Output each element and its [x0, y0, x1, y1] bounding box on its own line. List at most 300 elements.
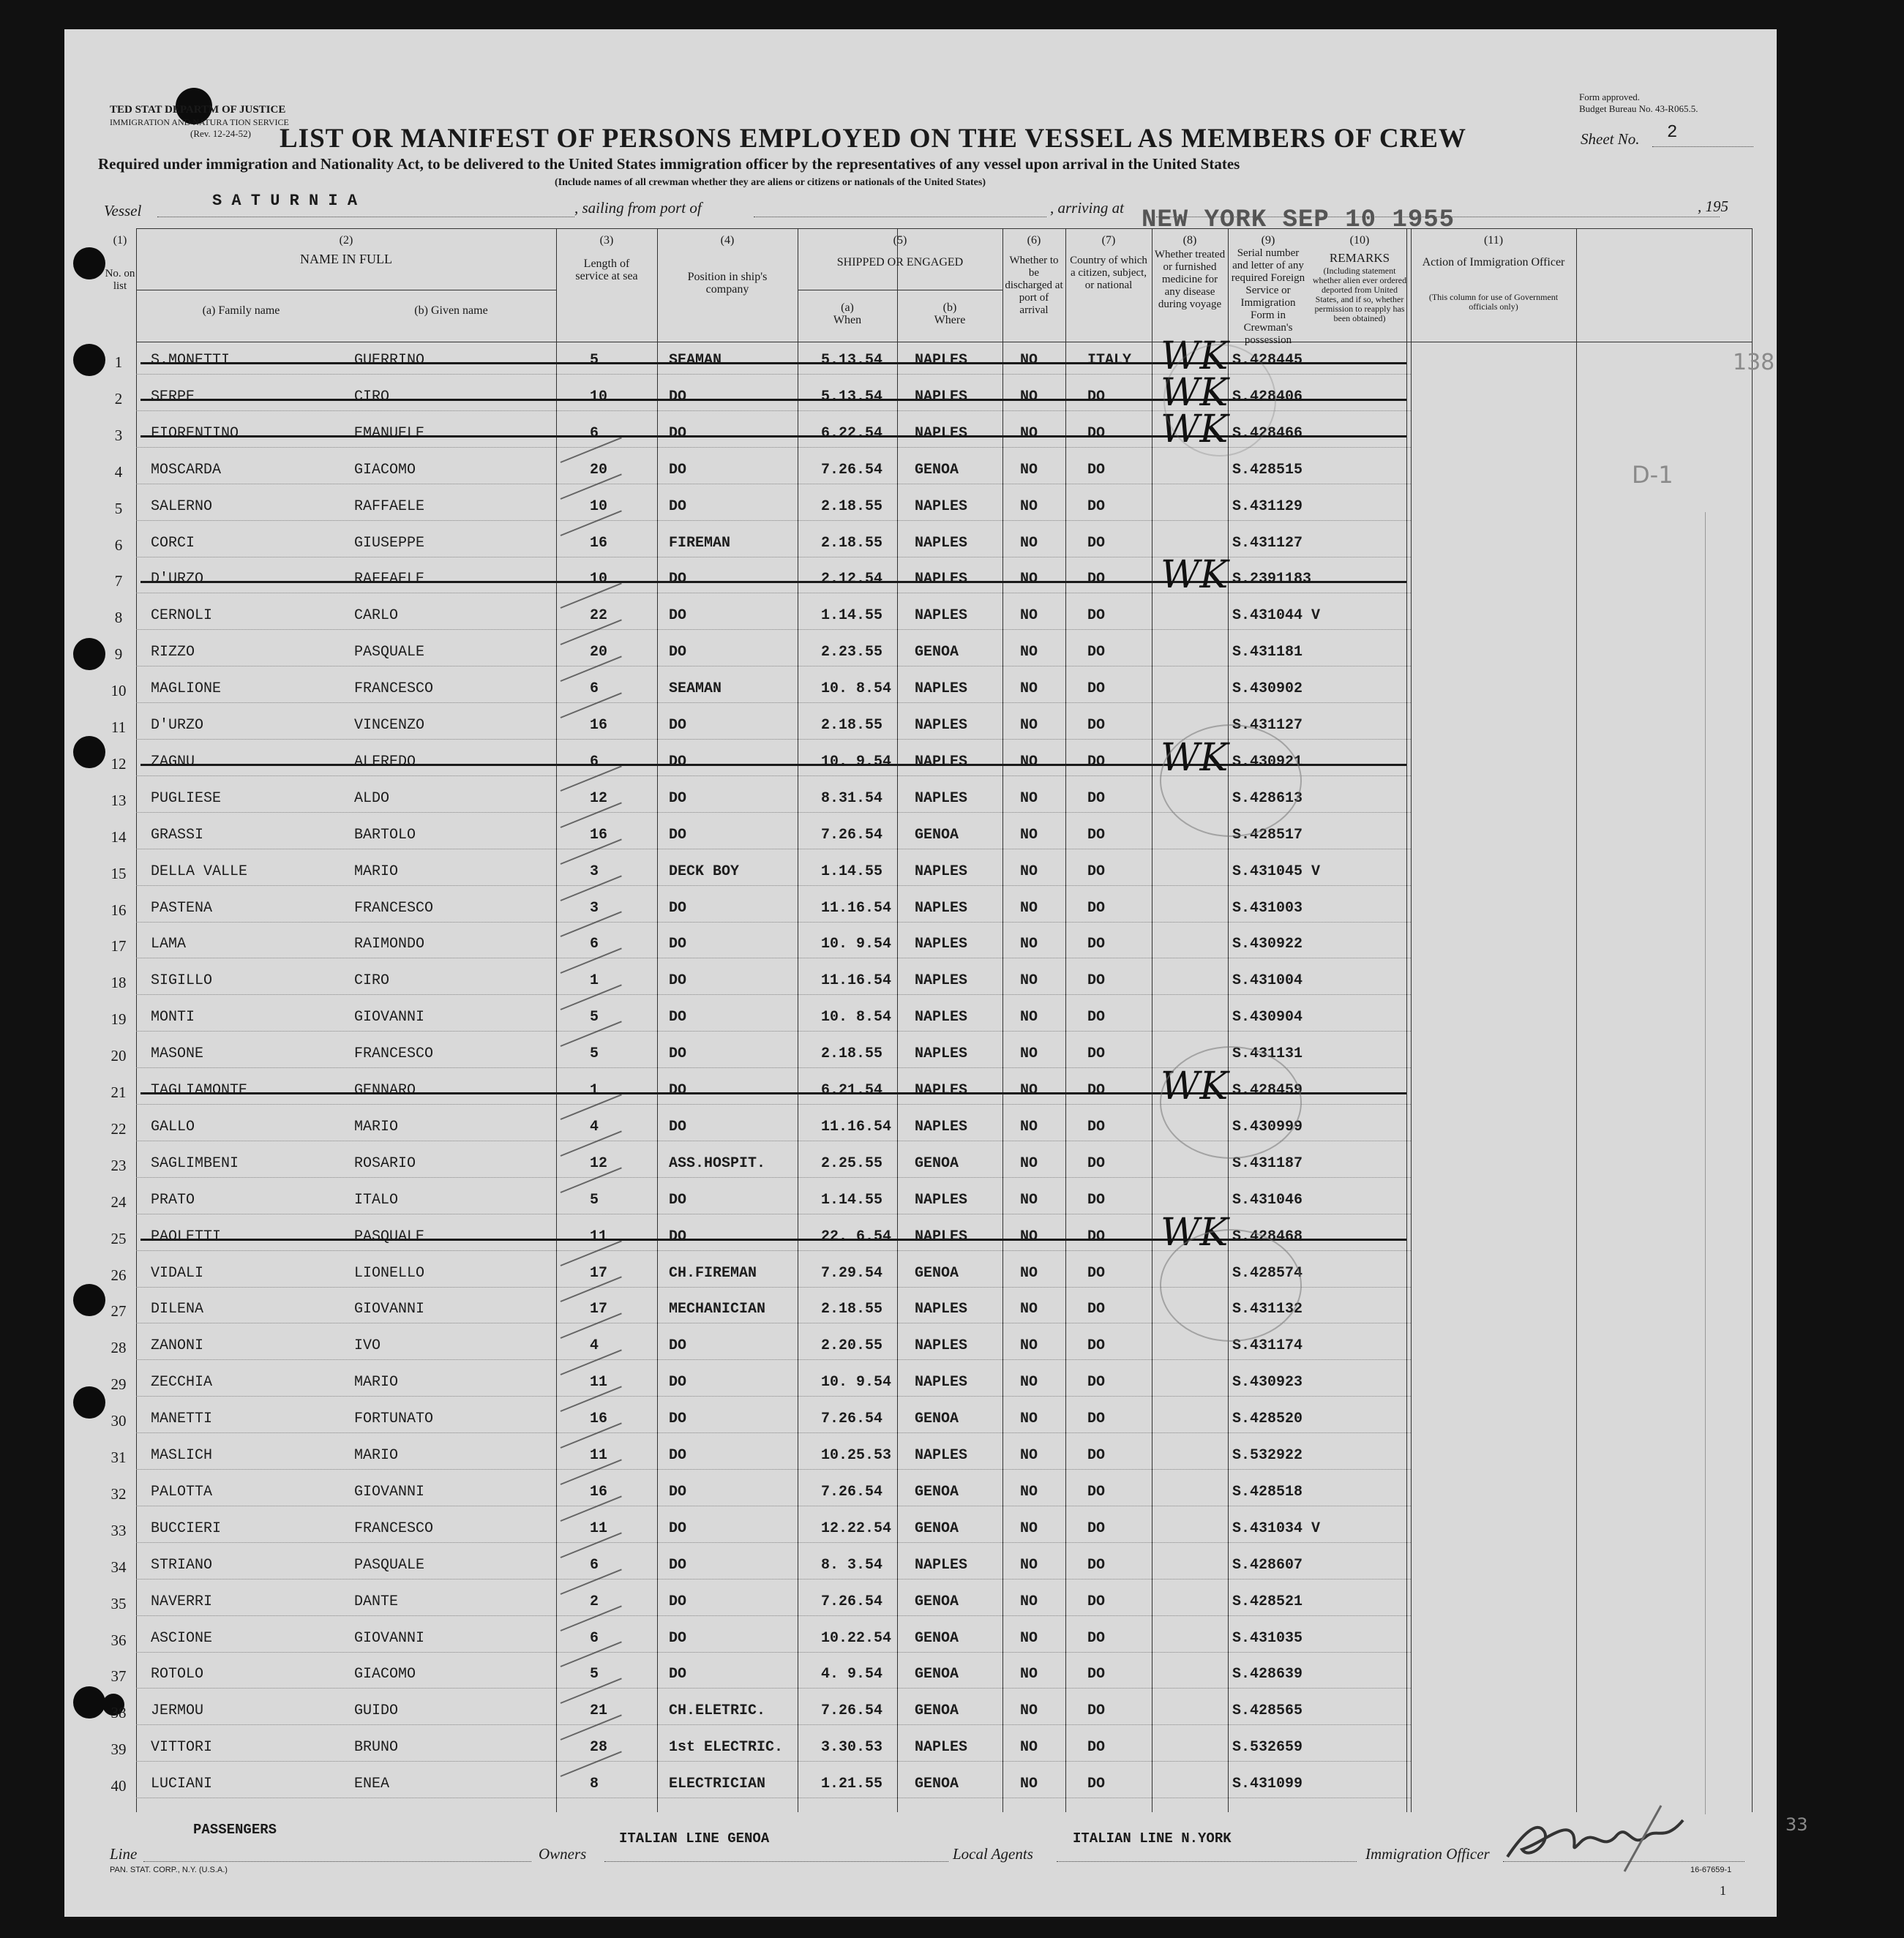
row-number: 10: [110, 682, 127, 700]
cell-position: DO: [669, 899, 687, 917]
cell-position: SEAMAN: [669, 352, 722, 369]
cell-when: 2.25.55: [821, 1154, 883, 1172]
cell-given: GIACOMO: [354, 1666, 416, 1683]
cell-service: 11: [590, 1520, 608, 1537]
cell-service: 16: [590, 826, 608, 844]
row-number: 18: [110, 974, 127, 992]
immigration-seal-stamp: [1160, 724, 1302, 837]
cell-where: GENOA: [915, 644, 959, 661]
cell-position: DO: [669, 424, 687, 442]
cell-form: S.431035: [1232, 1629, 1303, 1647]
cell-when: 2.18.55: [821, 497, 883, 515]
col8-num: (8): [1182, 234, 1197, 247]
cell-form: S.2391183: [1232, 571, 1312, 588]
wk-initials: WK: [1161, 407, 1229, 451]
cell-position: DO: [669, 1411, 687, 1428]
cell-position: DO: [669, 1666, 687, 1683]
cell-where: NAPLES: [915, 1374, 968, 1391]
cell-country: DO: [1087, 1666, 1106, 1683]
cell-when: 2.18.55: [821, 1045, 883, 1063]
row-number: 21: [110, 1083, 127, 1101]
budget-bureau: Budget Bureau No. 43-R065.5.: [1579, 103, 1698, 114]
cell-given: GIOVANNI: [354, 1629, 425, 1647]
cell-service: 5: [590, 1009, 599, 1026]
footer-agents-label: Local Agents: [953, 1845, 1033, 1863]
cell-when: 1.14.55: [821, 607, 883, 625]
cell-family: MANETTI: [151, 1411, 213, 1428]
row-number: 5: [114, 499, 123, 517]
cell-discharged: NO: [1020, 352, 1038, 369]
cell-discharged: NO: [1020, 1154, 1038, 1172]
cell-service: 3: [590, 863, 599, 880]
cell-position: DO: [669, 1009, 687, 1026]
row-number: 27: [110, 1302, 127, 1321]
cell-discharged: NO: [1020, 753, 1038, 770]
cell-country: DO: [1087, 1118, 1106, 1135]
cell-position: DO: [669, 1374, 687, 1391]
cell-discharged: NO: [1020, 644, 1038, 661]
cell-country: DO: [1087, 571, 1106, 588]
cell-form: S.431127: [1232, 717, 1303, 734]
cell-form: S.428521: [1232, 1593, 1303, 1610]
cell-discharged: NO: [1020, 936, 1038, 953]
cell-position: SEAMAN: [669, 680, 722, 698]
cell-form: S.431044 V: [1232, 607, 1321, 625]
row-number: 35: [110, 1594, 127, 1612]
row-number: 36: [110, 1631, 127, 1649]
cell-discharged: NO: [1020, 1411, 1038, 1428]
cell-where: NAPLES: [915, 497, 968, 515]
row-number: 33: [110, 1521, 127, 1539]
cell-position: DO: [669, 461, 687, 478]
cell-given: GIACOMO: [354, 461, 416, 478]
cell-country: DO: [1087, 607, 1106, 625]
cell-service: 22: [590, 607, 608, 625]
cell-form: S.430922: [1232, 936, 1303, 953]
cell-form: S.431174: [1232, 1337, 1303, 1355]
col5b-header: (b) Where: [934, 301, 966, 326]
cell-when: 7.26.54: [821, 461, 883, 478]
form-code: 16-67659-1: [1690, 1866, 1732, 1874]
cell-when: 5.13.54: [821, 352, 883, 369]
cell-form: S.431003: [1232, 899, 1303, 917]
row-number: 3: [114, 426, 123, 444]
col7-num: (7): [1101, 234, 1116, 247]
cell-given: FRANCESCO: [354, 1045, 434, 1063]
col3-header: Length of service at sea: [575, 258, 638, 282]
cell-position: DECK BOY: [669, 863, 740, 880]
cell-when: 10. 9.54: [821, 1374, 892, 1391]
cell-country: DO: [1087, 1520, 1106, 1537]
cell-form: S.428520: [1232, 1411, 1303, 1428]
cell-form: S.430999: [1232, 1118, 1303, 1135]
cell-where: NAPLES: [915, 972, 968, 990]
cell-position: DO: [669, 1520, 687, 1537]
cell-service: 5: [590, 1045, 599, 1063]
cell-family: JERMOU: [151, 1702, 204, 1720]
col10-sub: (Including statement whether alien ever ordered deported from United States, and if so, whether permission to reapply has been obtained): [1312, 266, 1407, 323]
cell-country: DO: [1087, 1447, 1106, 1464]
col10-header: REMARKS: [1329, 251, 1390, 265]
cell-position: MECHANICIAN: [669, 1301, 766, 1318]
row-number: 38: [110, 1704, 127, 1722]
row-number: 40: [110, 1777, 127, 1795]
row-number: 11: [110, 718, 127, 736]
row-number: 9: [114, 645, 123, 664]
cell-where: GENOA: [915, 1629, 959, 1647]
cell-service: 17: [590, 1301, 608, 1318]
arriving-label: , arriving at: [1050, 199, 1124, 217]
col9-num: (9): [1261, 234, 1275, 247]
cell-family: RIZZO: [151, 644, 195, 661]
cell-family: ASCIONE: [151, 1629, 213, 1647]
cell-where: GENOA: [915, 1776, 959, 1793]
cell-family: D'URZO: [151, 571, 204, 588]
cell-position: 1st ELECTRIC.: [669, 1739, 784, 1757]
cell-when: 2.18.55: [821, 717, 883, 734]
cell-where: NAPLES: [915, 607, 968, 625]
row-number: 7: [114, 572, 123, 590]
cell-where: NAPLES: [915, 352, 968, 369]
row-rule: [136, 1761, 1411, 1762]
cell-position: DO: [669, 1082, 687, 1099]
cell-service: 1: [590, 972, 599, 990]
col8-header: Whether treated or furnished medicine for any disease during voyage: [1154, 249, 1226, 310]
cell-discharged: NO: [1020, 497, 1038, 515]
col11-num: (11): [1483, 234, 1504, 247]
cell-where: GENOA: [915, 1666, 959, 1683]
cell-service: 6: [590, 753, 599, 770]
cell-family: PALOTTA: [151, 1483, 213, 1501]
row-number: 29: [110, 1375, 127, 1394]
cell-country: DO: [1087, 1702, 1106, 1720]
row-rule: [136, 1359, 1411, 1360]
cell-country: DO: [1087, 1593, 1106, 1610]
row-rule: [136, 1688, 1411, 1689]
cell-when: 8. 3.54: [821, 1556, 883, 1574]
cell-given: PASQUALE: [354, 644, 425, 661]
cell-when: 8.31.54: [821, 789, 883, 807]
department-line: TED STAT DEPARTM OF JUSTICE: [110, 104, 286, 116]
cell-given: GIUSEPPE: [354, 534, 425, 552]
cell-position: ASS.HOSPIT.: [669, 1154, 766, 1172]
cell-position: DO: [669, 936, 687, 953]
cell-form: S.431187: [1232, 1154, 1303, 1172]
cell-country: DO: [1087, 1776, 1106, 1793]
col11-header: Action of Immigration Officer: [1422, 256, 1565, 268]
cell-when: 2.18.55: [821, 1301, 883, 1318]
col3-num: (3): [599, 234, 614, 247]
cell-service: 16: [590, 1411, 608, 1428]
cell-where: NAPLES: [915, 1118, 968, 1135]
cell-discharged: NO: [1020, 571, 1038, 588]
row-rule: [136, 1432, 1411, 1433]
cell-country: DO: [1087, 1009, 1106, 1026]
cell-given: BARTOLO: [354, 826, 416, 844]
cell-where: NAPLES: [915, 1337, 968, 1355]
cell-family: MOSCARDA: [151, 461, 222, 478]
punch-hole: [73, 736, 105, 768]
cell-position: DO: [669, 717, 687, 734]
cell-family: ZANONI: [151, 1337, 204, 1355]
cell-where: GENOA: [915, 826, 959, 844]
cell-given: RAIMONDO: [354, 936, 425, 953]
cell-form: S.428468: [1232, 1228, 1303, 1245]
row-rule: [136, 1724, 1411, 1725]
cell-when: 4. 9.54: [821, 1666, 883, 1683]
cell-where: NAPLES: [915, 680, 968, 698]
cell-where: NAPLES: [915, 534, 968, 552]
wk-initials: WK: [1161, 334, 1229, 378]
immigration-seal-stamp: [1160, 1229, 1302, 1342]
row-number: 12: [110, 754, 127, 773]
cell-given: FRANCESCO: [354, 1520, 434, 1537]
cell-family: MONTI: [151, 1009, 195, 1026]
cell-discharged: NO: [1020, 607, 1038, 625]
row-number: 32: [110, 1484, 127, 1503]
cell-country: DO: [1087, 1483, 1106, 1501]
cell-position: DO: [669, 1191, 687, 1209]
cell-given: FRANCESCO: [354, 899, 434, 917]
cell-position: DO: [669, 497, 687, 515]
cell-when: 5.13.54: [821, 388, 883, 405]
cell-discharged: NO: [1020, 1191, 1038, 1209]
row-rule: [136, 885, 1411, 886]
cell-given: PASQUALE: [354, 1556, 425, 1574]
cell-country: DO: [1087, 1556, 1106, 1574]
cell-position: DO: [669, 1593, 687, 1610]
cell-family: TAGLIAMONTE: [151, 1082, 248, 1099]
cell-given: GENNARO: [354, 1082, 416, 1099]
cell-discharged: NO: [1020, 680, 1038, 698]
row-number: 15: [110, 864, 127, 882]
cell-where: NAPLES: [915, 424, 968, 442]
cell-position: DO: [669, 1483, 687, 1501]
cell-when: 7.26.54: [821, 826, 883, 844]
cell-form: S.428515: [1232, 461, 1303, 478]
cell-service: 16: [590, 1483, 608, 1501]
row-rule: [136, 1652, 1411, 1653]
arrival-date-stamp: NEW YORK SEP 10 1955: [1142, 206, 1455, 234]
cell-when: 2.18.55: [821, 534, 883, 552]
cell-form: S.431181: [1232, 644, 1303, 661]
cell-given: GUIDO: [354, 1702, 399, 1720]
cell-service: 11: [590, 1228, 608, 1245]
cell-country: DO: [1087, 826, 1106, 844]
cell-form: S.532659: [1232, 1739, 1303, 1757]
cell-country: DO: [1087, 1739, 1106, 1757]
cell-position: CH.FIREMAN: [669, 1264, 757, 1282]
cell-where: GENOA: [915, 1702, 959, 1720]
cell-discharged: NO: [1020, 826, 1038, 844]
col5-header: SHIPPED OR ENGAGED: [836, 256, 964, 268]
row-rule: [136, 1177, 1411, 1178]
col2a-header: (a) Family name: [202, 304, 280, 317]
cell-given: MARIO: [354, 863, 399, 880]
cell-service: 21: [590, 1702, 608, 1720]
cell-service: 6: [590, 936, 599, 953]
cell-discharged: NO: [1020, 1776, 1038, 1793]
cell-given: MARIO: [354, 1374, 399, 1391]
cell-family: SALERNO: [151, 497, 213, 515]
cell-when: 7.29.54: [821, 1264, 883, 1282]
cell-family: ROTOLO: [151, 1666, 204, 1683]
cell-service: 11: [590, 1447, 608, 1464]
cell-when: 6.22.54: [821, 424, 883, 442]
cell-position: DO: [669, 571, 687, 588]
cell-form: S.431045 V: [1232, 863, 1321, 880]
cell-position: ELECTRICIAN: [669, 1776, 766, 1793]
row-rule: [136, 1469, 1411, 1470]
cell-country: DO: [1087, 1629, 1106, 1647]
cell-discharged: NO: [1020, 1447, 1038, 1464]
cell-country: DO: [1087, 1411, 1106, 1428]
col5a-header: (a) When: [833, 301, 862, 326]
col10-num: (10): [1349, 234, 1370, 247]
cell-service: 1: [590, 1082, 599, 1099]
cell-family: ZAGNU: [151, 753, 195, 770]
cell-where: NAPLES: [915, 1082, 968, 1099]
row-rule: [136, 922, 1411, 923]
cell-position: DO: [669, 753, 687, 770]
cell-given: ROSARIO: [354, 1154, 416, 1172]
cell-service: 12: [590, 789, 608, 807]
col11-sub: (This column for use of Government officials only): [1428, 292, 1559, 312]
cell-discharged: NO: [1020, 789, 1038, 807]
cell-when: 2.20.55: [821, 1337, 883, 1355]
col4-num: (4): [720, 234, 735, 247]
cell-where: NAPLES: [915, 936, 968, 953]
cell-country: DO: [1087, 680, 1106, 698]
cell-where: NAPLES: [915, 717, 968, 734]
cell-family: CORCI: [151, 534, 195, 552]
vessel-name: S A T U R N I A: [212, 192, 358, 210]
cell-given: DANTE: [354, 1593, 399, 1610]
cell-position: DO: [669, 1045, 687, 1063]
cell-when: 11.16.54: [821, 1118, 892, 1135]
cell-country: DO: [1087, 972, 1106, 990]
cell-given: IVO: [354, 1337, 381, 1355]
cell-when: 7.26.54: [821, 1483, 883, 1501]
cell-service: 10: [590, 571, 608, 588]
cell-when: 2.12.54: [821, 571, 883, 588]
cell-family: S.MONETTI: [151, 352, 230, 369]
cell-country: DO: [1087, 1374, 1106, 1391]
cell-given: FORTUNATO: [354, 1411, 434, 1428]
cell-given: GIOVANNI: [354, 1009, 425, 1026]
cell-given: VINCENZO: [354, 717, 425, 734]
cell-service: 6: [590, 1556, 599, 1574]
cell-when: 10. 9.54: [821, 753, 892, 770]
row-number: 19: [110, 1010, 127, 1029]
cell-position: DO: [669, 1629, 687, 1647]
cell-given: MARIO: [354, 1447, 399, 1464]
cell-where: NAPLES: [915, 1191, 968, 1209]
cell-where: NAPLES: [915, 1045, 968, 1063]
margin-note-138: 138: [1733, 350, 1775, 375]
cell-position: DO: [669, 1556, 687, 1574]
cell-family: BUCCIERI: [151, 1520, 222, 1537]
cell-family: LUCIANI: [151, 1776, 213, 1793]
cell-form: S.428613: [1232, 789, 1303, 807]
cell-given: ALDO: [354, 789, 390, 807]
cell-where: GENOA: [915, 1483, 959, 1501]
cell-family: FIORENTINO: [151, 424, 239, 442]
cell-family: PRATO: [151, 1191, 195, 1209]
margin-note-d1: D-1: [1632, 461, 1674, 489]
cell-service: 17: [590, 1264, 608, 1282]
cell-country: DO: [1087, 1082, 1106, 1099]
include-note: (Include names of all crewman whether they are aliens or citizens or nationals of the United States): [555, 177, 986, 188]
row-rule: [136, 520, 1411, 521]
cell-form: S.428639: [1232, 1666, 1303, 1683]
cell-when: 10. 8.54: [821, 1009, 892, 1026]
cell-country: DO: [1087, 388, 1106, 405]
cell-position: DO: [669, 1337, 687, 1355]
punch-hole: [73, 1386, 105, 1419]
cell-where: GENOA: [915, 461, 959, 478]
cell-where: NAPLES: [915, 571, 968, 588]
cell-form: S.430902: [1232, 680, 1303, 698]
cell-family: SAGLIMBENI: [151, 1154, 239, 1172]
cell-country: DO: [1087, 461, 1106, 478]
cell-family: GRASSI: [151, 826, 204, 844]
cell-discharged: NO: [1020, 863, 1038, 880]
cell-where: GENOA: [915, 1593, 959, 1610]
cell-when: 11.16.54: [821, 972, 892, 990]
cell-family: ZECCHIA: [151, 1374, 213, 1391]
crew-table: [105, 228, 1752, 1812]
cell-position: DO: [669, 1118, 687, 1135]
cell-service: 16: [590, 534, 608, 552]
immigration-seal-stamp: [1160, 1046, 1302, 1159]
row-number: 26: [110, 1266, 127, 1284]
cell-country: DO: [1087, 497, 1106, 515]
page-mark: 1: [1720, 1883, 1726, 1898]
pencil-line: [1705, 512, 1706, 1814]
col4-header: Position in ship's company: [687, 271, 768, 296]
row-number: 24: [110, 1193, 127, 1211]
punch-hole: [73, 1686, 105, 1719]
cell-form: S.431034 V: [1232, 1520, 1321, 1537]
form-revision: (Rev. 12-24-52): [190, 128, 251, 139]
cell-family: MAGLIONE: [151, 680, 222, 698]
cell-country: DO: [1087, 753, 1106, 770]
cell-when: 22. 6.54: [821, 1228, 892, 1245]
col6-num: (6): [1027, 234, 1041, 247]
cell-country: DO: [1087, 717, 1106, 734]
cell-discharged: NO: [1020, 1082, 1038, 1099]
cell-where: NAPLES: [915, 1447, 968, 1464]
cell-discharged: NO: [1020, 1009, 1038, 1026]
cell-form: S.430923: [1232, 1374, 1303, 1391]
cell-discharged: NO: [1020, 1520, 1038, 1537]
row-rule: [136, 1615, 1411, 1616]
wk-initials: WK: [1161, 1210, 1229, 1255]
cell-form: S.428607: [1232, 1556, 1303, 1574]
cell-discharged: NO: [1020, 461, 1038, 478]
cell-family: PAOLETTI: [151, 1228, 222, 1245]
cell-where: GENOA: [915, 1520, 959, 1537]
cell-discharged: NO: [1020, 1264, 1038, 1282]
cell-form: S.431129: [1232, 497, 1303, 515]
cell-service: 11: [590, 1374, 608, 1391]
cell-given: GIOVANNI: [354, 1301, 425, 1318]
cell-country: DO: [1087, 899, 1106, 917]
cell-when: 2.23.55: [821, 644, 883, 661]
cell-position: DO: [669, 1228, 687, 1245]
cell-service: 3: [590, 899, 599, 917]
